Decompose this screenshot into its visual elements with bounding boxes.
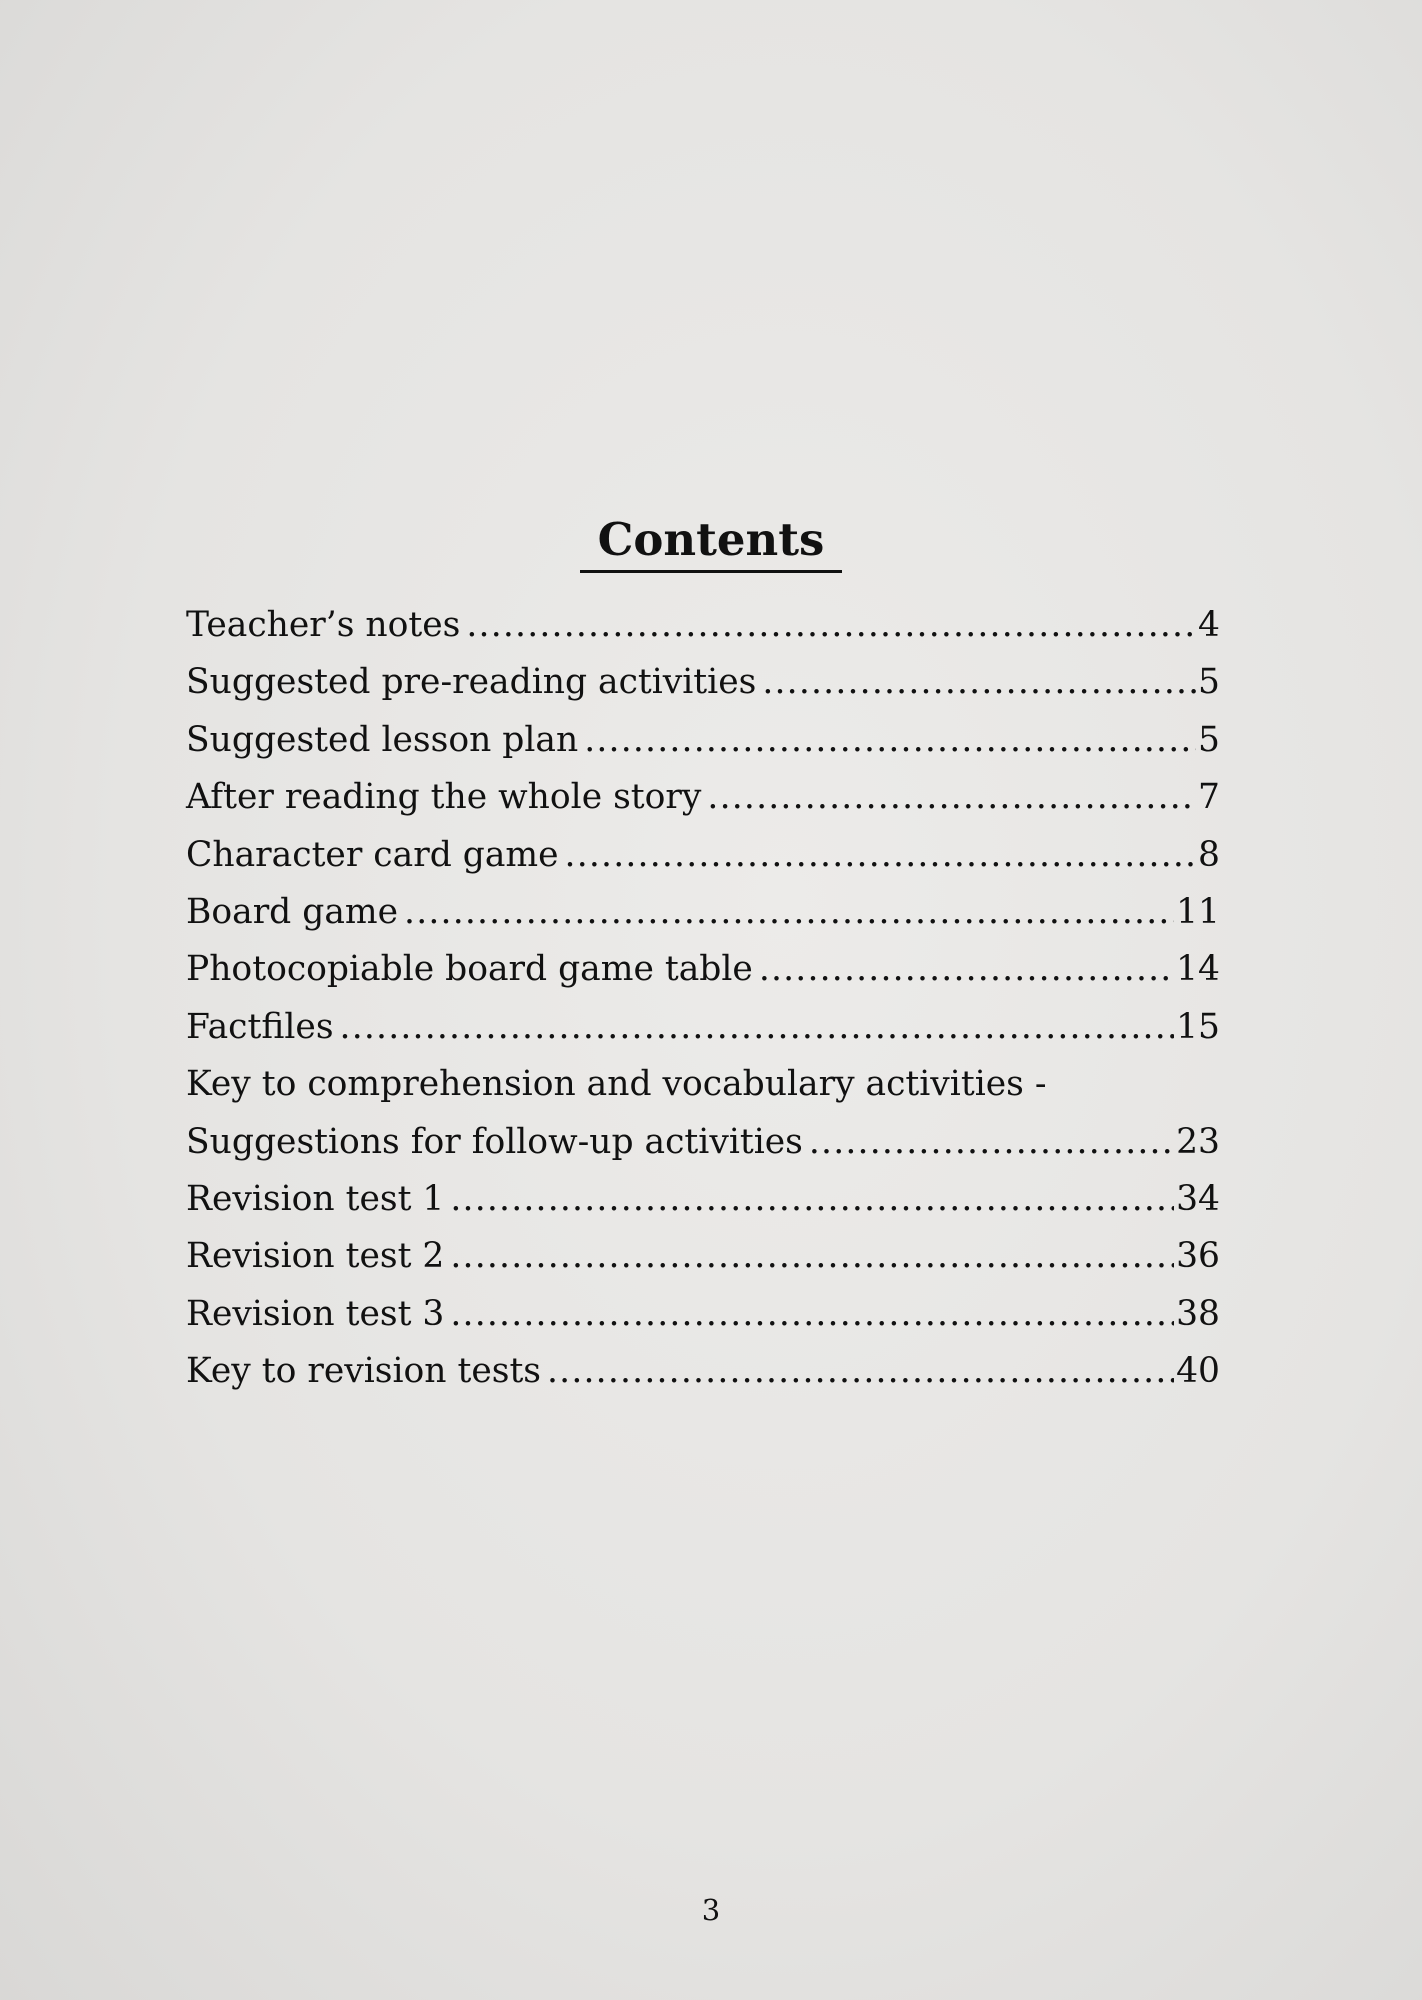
toc-entry bbox=[186, 1007, 1220, 1064]
toc-entry bbox=[186, 605, 1220, 662]
toc-entry-page: 40 bbox=[1176, 1351, 1220, 1392]
toc-leader-dots bbox=[565, 835, 1197, 875]
toc-entry-page: 5 bbox=[1198, 719, 1220, 760]
toc-entry-label: Character card game bbox=[186, 834, 559, 875]
toc-entry bbox=[186, 777, 1220, 834]
toc-entry-label: Factfiles bbox=[186, 1006, 334, 1047]
table-of-contents bbox=[186, 605, 1220, 1408]
toc-entry bbox=[186, 662, 1220, 719]
toc-entry-page: 14 bbox=[1176, 949, 1220, 990]
toc-entry-label: After reading the whole story bbox=[186, 777, 702, 818]
toc-leader-dots bbox=[340, 1007, 1175, 1047]
toc-entry-label: Suggestions for follow-up activities bbox=[186, 1121, 803, 1162]
toc-entry-label: Suggested pre-reading activities bbox=[186, 662, 757, 703]
toc-leader-dots bbox=[759, 949, 1174, 989]
bleed-through-heading bbox=[190, 150, 1230, 192]
toc-entry bbox=[186, 1179, 1220, 1236]
toc-leader-dots bbox=[450, 1179, 1174, 1219]
toc-entry-page: 8 bbox=[1198, 834, 1220, 875]
toc-entry-label: Suggested lesson plan bbox=[186, 719, 579, 760]
toc-leader-dots bbox=[809, 1122, 1174, 1162]
page-number: 3 bbox=[701, 1893, 721, 1927]
toc-leader-dots bbox=[404, 892, 1174, 932]
toc-entry bbox=[186, 949, 1220, 1006]
toc-entry-page: 15 bbox=[1176, 1006, 1220, 1047]
toc-entry-page: 4 bbox=[1198, 605, 1220, 645]
toc-leader-dots bbox=[762, 662, 1196, 702]
toc-leader-dots bbox=[450, 1294, 1174, 1334]
toc-entry-label: Revision test 1 bbox=[186, 1178, 445, 1219]
toc-entry-label: Photocopiable board game table bbox=[186, 949, 753, 990]
toc-entry-page: 5 bbox=[1198, 662, 1220, 703]
toc-leader-dots bbox=[584, 720, 1196, 760]
toc-entry-label: Revision test 3 bbox=[186, 1293, 445, 1334]
toc-entry bbox=[186, 720, 1220, 777]
toc-entry-page: 11 bbox=[1176, 891, 1220, 932]
toc-leader-dots bbox=[466, 605, 1196, 645]
toc-entry bbox=[186, 1122, 1220, 1179]
toc-leader-dots bbox=[547, 1351, 1174, 1391]
toc-entry-label: Key to revision tests bbox=[186, 1351, 542, 1392]
toc-entry bbox=[186, 835, 1220, 892]
toc-entry bbox=[186, 1294, 1220, 1351]
toc-entry bbox=[186, 1064, 1220, 1121]
toc-entry-label: Key to comprehension and vocabulary activities - bbox=[186, 1064, 1047, 1105]
toc-entry-page: 23 bbox=[1176, 1121, 1220, 1162]
toc-entry bbox=[186, 1351, 1220, 1408]
toc-entry-page: 7 bbox=[1198, 777, 1220, 818]
toc-entry-page: 36 bbox=[1176, 1236, 1220, 1277]
toc-entry bbox=[186, 1236, 1220, 1293]
page-title: Contents bbox=[0, 512, 1422, 573]
toc-entry-page: 38 bbox=[1176, 1293, 1220, 1334]
toc-entry bbox=[186, 892, 1220, 949]
toc-leader-dots bbox=[707, 777, 1196, 817]
toc-entry-page: 34 bbox=[1176, 1178, 1220, 1219]
toc-leader-dots bbox=[450, 1236, 1174, 1276]
toc-entry-label: Teacher’s notes bbox=[186, 605, 461, 645]
toc-entry-label: Revision test 2 bbox=[186, 1236, 445, 1277]
toc-entry-label: Board game bbox=[186, 891, 399, 932]
